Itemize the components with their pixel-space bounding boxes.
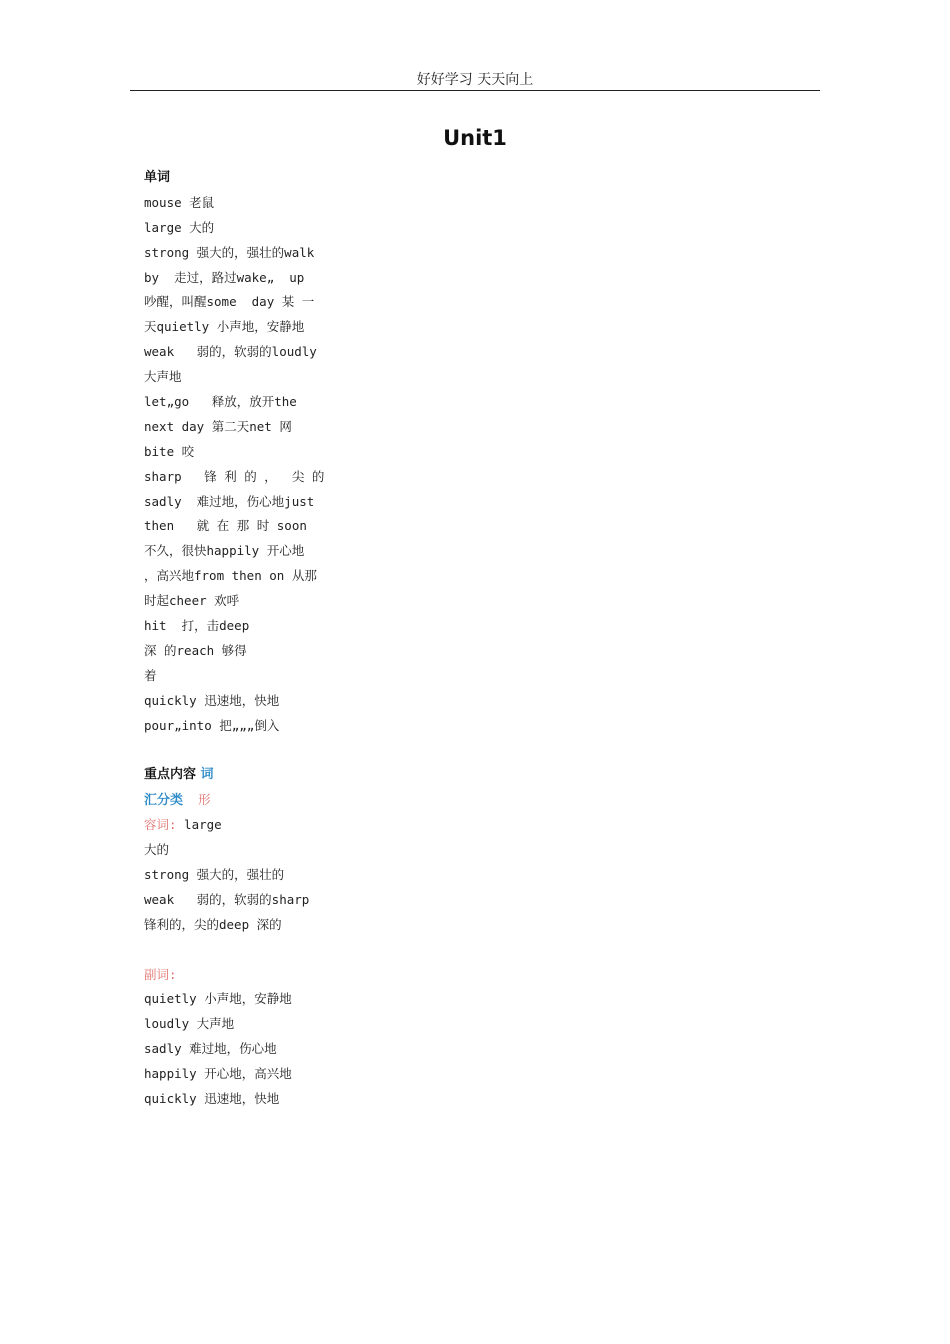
vocab-line: sadly 难过地，伤心地just [144, 493, 315, 509]
vocab-line: by 走过，路过wake„ up [144, 269, 305, 285]
vocab-line: next day 第二天net 网 [144, 418, 292, 434]
page-header: 好好学习 天天向上 [416, 72, 534, 88]
adv-list [144, 987, 344, 1111]
vocab-line: weak 弱的，软弱的loudly [144, 344, 317, 360]
vocab-line: ，高兴地from then on 从那 [144, 568, 317, 584]
key-subheading-red: 形 [198, 792, 211, 808]
adj-label: 容词: [144, 817, 177, 833]
key-subheading-blue: 汇分类 [144, 793, 184, 809]
adv-line: sadly 难过地，伤心地 [144, 1041, 277, 1057]
adv-label: 副词: [144, 966, 177, 982]
page-title: Unit1 [443, 126, 507, 150]
vocab-line: hit 打，击deep [144, 618, 250, 634]
adv-line: loudly 大声地 [144, 1016, 235, 1032]
vocab-line: then 就 在 那 时 soon [144, 518, 307, 534]
spacer [144, 938, 344, 963]
vocab-line: pour„into 把„„„倒入 [144, 717, 280, 733]
vocab-line: large 大的 [144, 219, 215, 235]
vocab-heading: 单词 [144, 170, 171, 185]
adj-line: strong 强大的，强壮的 [144, 866, 285, 882]
key-subheading [144, 788, 344, 813]
vocab-line: 深 的reach 够得 [144, 642, 247, 658]
key-heading-blue: 词 [200, 767, 214, 783]
vocab-line: 着 [144, 667, 157, 683]
adj-first-line [144, 813, 344, 838]
vocab-line: let„go 释放，放开the [144, 394, 297, 410]
adv-line: quietly 小声地，安静地 [144, 991, 292, 1007]
key-heading [144, 763, 344, 788]
vocab-line: 天quietly 小声地，安静地 [144, 319, 305, 335]
adv-line: happily 开心地，高兴地 [144, 1066, 292, 1082]
key-heading-text: 重点内容 [144, 767, 197, 783]
vocab-line: quickly 迅速地，快地 [144, 692, 280, 708]
spacer [144, 738, 344, 763]
vocab-line: 大声地 [144, 369, 182, 385]
vocab-line: 不久，很快happily 开心地 [144, 543, 305, 559]
vocab-line: bite 咬 [144, 443, 195, 459]
vocab-line: mouse 老鼠 [144, 194, 215, 210]
vocab-line: 吵醒，叫醒some day 某 一 [144, 294, 315, 310]
adv-line: quickly 迅速地，快地 [144, 1090, 280, 1106]
vocab-line: 时起cheer 欢呼 [144, 593, 240, 609]
vocab-line: sharp 锋 利 的 ， 尖 的 [144, 468, 325, 484]
document-body [144, 166, 344, 1112]
adj-first: large [176, 817, 222, 833]
vocab-list [144, 191, 344, 739]
vocab-line: strong 强大的，强壮的walk [144, 244, 315, 260]
adj-line: weak 弱的，软弱的sharp [144, 891, 310, 907]
header-divider [130, 90, 820, 91]
adj-line: 大的 [144, 842, 170, 858]
adj-list [144, 838, 344, 938]
adj-line: 锋利的，尖的deep 深的 [144, 916, 282, 932]
